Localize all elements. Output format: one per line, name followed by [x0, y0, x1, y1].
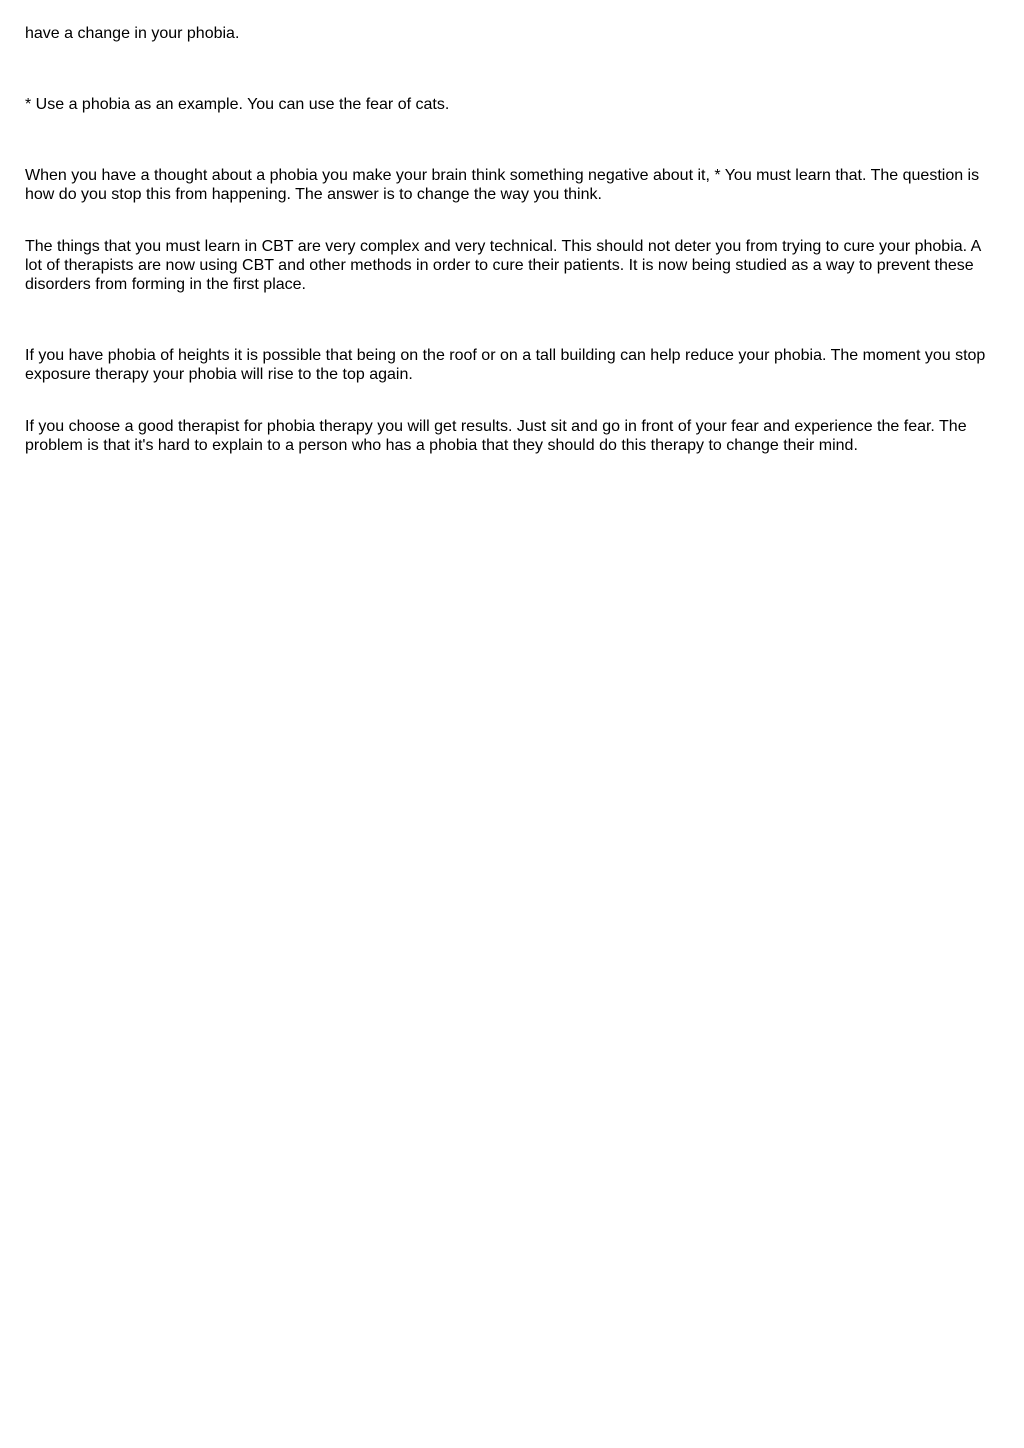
paragraph: * Use a phobia as an example. You can use the fear of cats. — [25, 96, 450, 113]
paragraph: When you have a thought about a phobia you make your brain think something negative about it, * You must learn that. The question is how do you stop this from happening. The answer is to change the way you think. — [25, 167, 980, 203]
paragraph: If you have phobia of heights it is possible that being on the roof or on a tall building can help reduce your phobia. The moment you stop exposure therapy your phobia will rise to the top again. — [25, 347, 986, 383]
paragraph: have a change in your phobia. — [25, 25, 240, 42]
paragraph: The things that you must learn in CBT are very complex and very technical. This should not deter you from trying to cure your phobia. A lot of therapists are now using CBT and other methods in order to cure their patients. It is now being studied as a way to prevent these disorders from forming in the first place. — [25, 238, 981, 293]
document-body — [25, 24, 999, 455]
paragraph: If you choose a good therapist for phobia therapy you will get results. Just sit and go in front of your fear and experience the fear. The problem is that it's hard to explain to a person who has a phobia that they should do this therapy to change their mind. — [25, 418, 967, 454]
